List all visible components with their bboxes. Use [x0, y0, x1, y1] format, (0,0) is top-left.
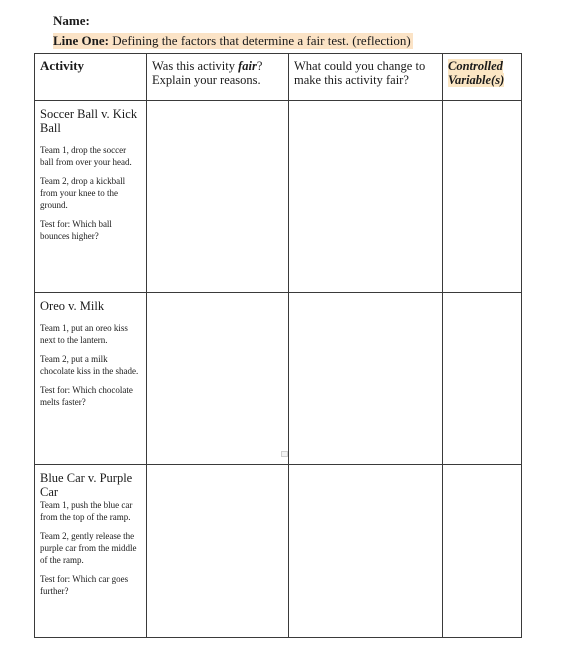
header-fair-post: ? Explain your reasons. [152, 59, 263, 87]
activity-instruction: Team 2, drop a kickball from your knee to the ground. [40, 176, 126, 210]
header-fair-pre: Was this activity [152, 59, 239, 73]
activity-test-question: Test for: Which ball bounces higher? [40, 219, 112, 241]
name-label: Name: [53, 13, 90, 28]
fair-answer-cell[interactable] [147, 465, 289, 638]
activity-instruction: Team 1, put an oreo kiss next to the lantern. [40, 323, 128, 345]
reflection-table [34, 53, 522, 638]
line-one-label: Line One: [53, 33, 109, 48]
activity-title: Oreo v. Milk [40, 299, 105, 313]
table-row [35, 101, 522, 293]
header-fair [147, 54, 289, 101]
line-one-instruction [53, 33, 413, 49]
activity-title: Soccer Ball v. Kick Ball [40, 107, 138, 135]
table-row [35, 293, 522, 465]
header-change: What could you change to make this activity fair? [289, 54, 443, 101]
header-fair-em: fair [238, 59, 257, 73]
change-answer-cell[interactable] [289, 293, 443, 465]
change-answer-cell[interactable] [289, 465, 443, 638]
line-one-text: Defining the factors that determine a fair test. (reflection) [112, 33, 411, 48]
table-row [35, 465, 522, 638]
controlled-answer-cell[interactable] [443, 101, 522, 293]
activity-cell [35, 465, 147, 638]
activity-instruction: Team 2, put a milk chocolate kiss in the shade. [40, 354, 139, 376]
activity-instruction: Team 1, push the blue car from the top of the ramp. [40, 500, 133, 522]
change-answer-cell[interactable] [289, 101, 443, 293]
header-activity: Activity [35, 54, 147, 101]
table-header-row [35, 54, 522, 101]
activity-cell [35, 293, 147, 465]
activity-test-question: Test for: Which car goes further? [40, 574, 129, 596]
controlled-answer-cell[interactable] [443, 293, 522, 465]
activity-cell [35, 101, 147, 293]
fair-answer-cell[interactable] [147, 101, 289, 293]
fair-answer-cell[interactable] [147, 293, 289, 465]
header-controlled-text: Controlled Variable(s) [448, 59, 505, 87]
activity-title: Blue Car v. Purple Car [40, 471, 133, 499]
cell-resize-handle[interactable] [281, 451, 288, 457]
controlled-answer-cell[interactable] [443, 465, 522, 638]
activity-test-question: Test for: Which chocolate melts faster? [40, 385, 133, 407]
activity-instruction: Team 1, drop the soccer ball from over your head. [40, 145, 132, 167]
activity-instruction: Team 2, gently release the purple car from the middle of the ramp. [40, 531, 137, 565]
header-controlled [443, 54, 522, 101]
